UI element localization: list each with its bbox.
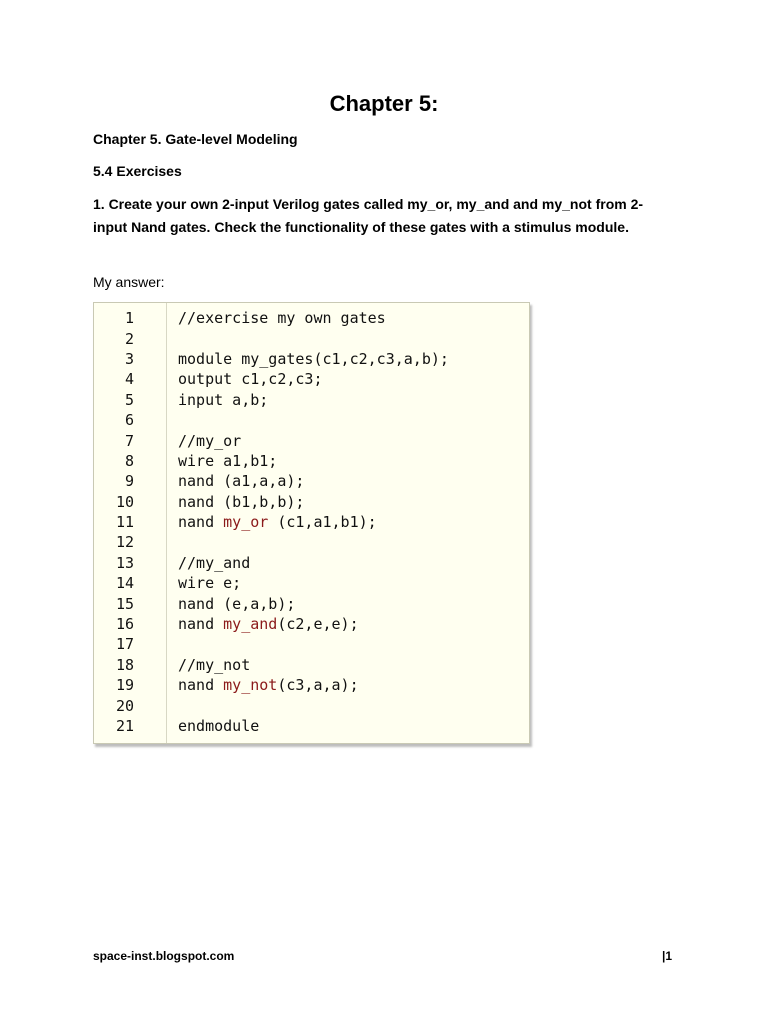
code-line	[94, 328, 529, 348]
line-number: 8	[124, 451, 134, 470]
line-number: 2	[124, 329, 134, 348]
footer-site: space-inst.blogspot.com	[93, 949, 235, 963]
line-code: //my_not	[178, 655, 251, 674]
line-code: output c1,c2,c3;	[178, 370, 323, 389]
line-code	[178, 615, 359, 633]
code-line	[94, 451, 529, 471]
code-text: (c2,e,e);	[277, 615, 359, 634]
line-number: 19	[115, 676, 134, 695]
answer-label: My answer:	[93, 274, 165, 290]
line-number: 9	[124, 472, 134, 491]
line-number: 4	[124, 370, 134, 389]
code-line	[94, 471, 529, 491]
line-number: 12	[115, 533, 134, 552]
code-line	[94, 512, 529, 532]
line-number: 13	[115, 553, 134, 572]
section-heading: 5.4 Exercises	[93, 163, 182, 179]
code-line	[94, 675, 529, 695]
code-text: (c1,a1,b1);	[268, 513, 377, 532]
code-line	[94, 573, 529, 593]
code-lines	[94, 308, 529, 736]
code-line	[94, 614, 529, 634]
code-text: nand	[178, 676, 224, 695]
code-line	[94, 593, 529, 613]
code-line	[94, 655, 529, 675]
line-code: //my_and	[178, 553, 251, 572]
code-line	[94, 716, 529, 736]
line-code: module my_gates(c1,c2,c3,a,b);	[178, 349, 449, 368]
line-number: 11	[115, 513, 134, 532]
line-number: 15	[115, 594, 134, 613]
code-line	[94, 430, 529, 450]
code-listing	[93, 302, 530, 744]
exercise-text: 1. Create your own 2-input Verilog gates called my_or, my_and and my_not from 2-input Nand gates. Check the functionality of these gates with a stimulus module.	[93, 196, 644, 235]
line-number: 7	[124, 431, 134, 450]
line-number: 18	[115, 655, 134, 674]
line-number: 3	[124, 349, 134, 368]
code-line	[94, 634, 529, 654]
code-line	[94, 390, 529, 410]
code-line	[94, 308, 529, 328]
code-text: nand	[178, 513, 224, 532]
line-code: endmodule	[178, 717, 260, 735]
line-number: 1	[124, 309, 134, 328]
line-number: 17	[115, 635, 134, 654]
code-line	[94, 532, 529, 552]
page-title: Chapter 5:	[329, 91, 439, 116]
code-line	[94, 695, 529, 715]
code-line	[94, 349, 529, 369]
code-line	[94, 410, 529, 430]
line-code: nand (b1,b,b);	[178, 492, 305, 511]
footer-page-number: |1	[662, 949, 673, 963]
line-number: 5	[124, 390, 134, 409]
line-number: 10	[115, 492, 134, 511]
line-code: wire a1,b1;	[178, 451, 278, 470]
gate-instance-name: my_and	[223, 615, 278, 634]
line-number: 16	[115, 615, 134, 634]
line-code: wire e;	[178, 574, 242, 593]
code-line	[94, 369, 529, 389]
line-number: 21	[115, 717, 134, 735]
line-code: //exercise my own gates	[178, 309, 386, 328]
line-code: nand (a1,a,a);	[178, 472, 305, 491]
chapter-heading: Chapter 5. Gate-level Modeling	[93, 131, 298, 147]
gate-instance-name: my_or	[223, 513, 269, 532]
gate-instance-name: my_not	[223, 676, 278, 695]
line-code: input a,b;	[178, 390, 269, 409]
code-text: nand	[178, 615, 224, 634]
line-code: nand (e,a,b);	[178, 594, 296, 613]
line-code	[178, 513, 377, 531]
line-code: //my_or	[178, 431, 242, 450]
code-text: (c3,a,a);	[277, 676, 359, 695]
line-number: 14	[115, 574, 134, 593]
line-number: 6	[124, 411, 134, 430]
line-number: 20	[115, 696, 134, 715]
code-line	[94, 492, 529, 512]
code-line	[94, 553, 529, 573]
line-code	[178, 676, 359, 694]
